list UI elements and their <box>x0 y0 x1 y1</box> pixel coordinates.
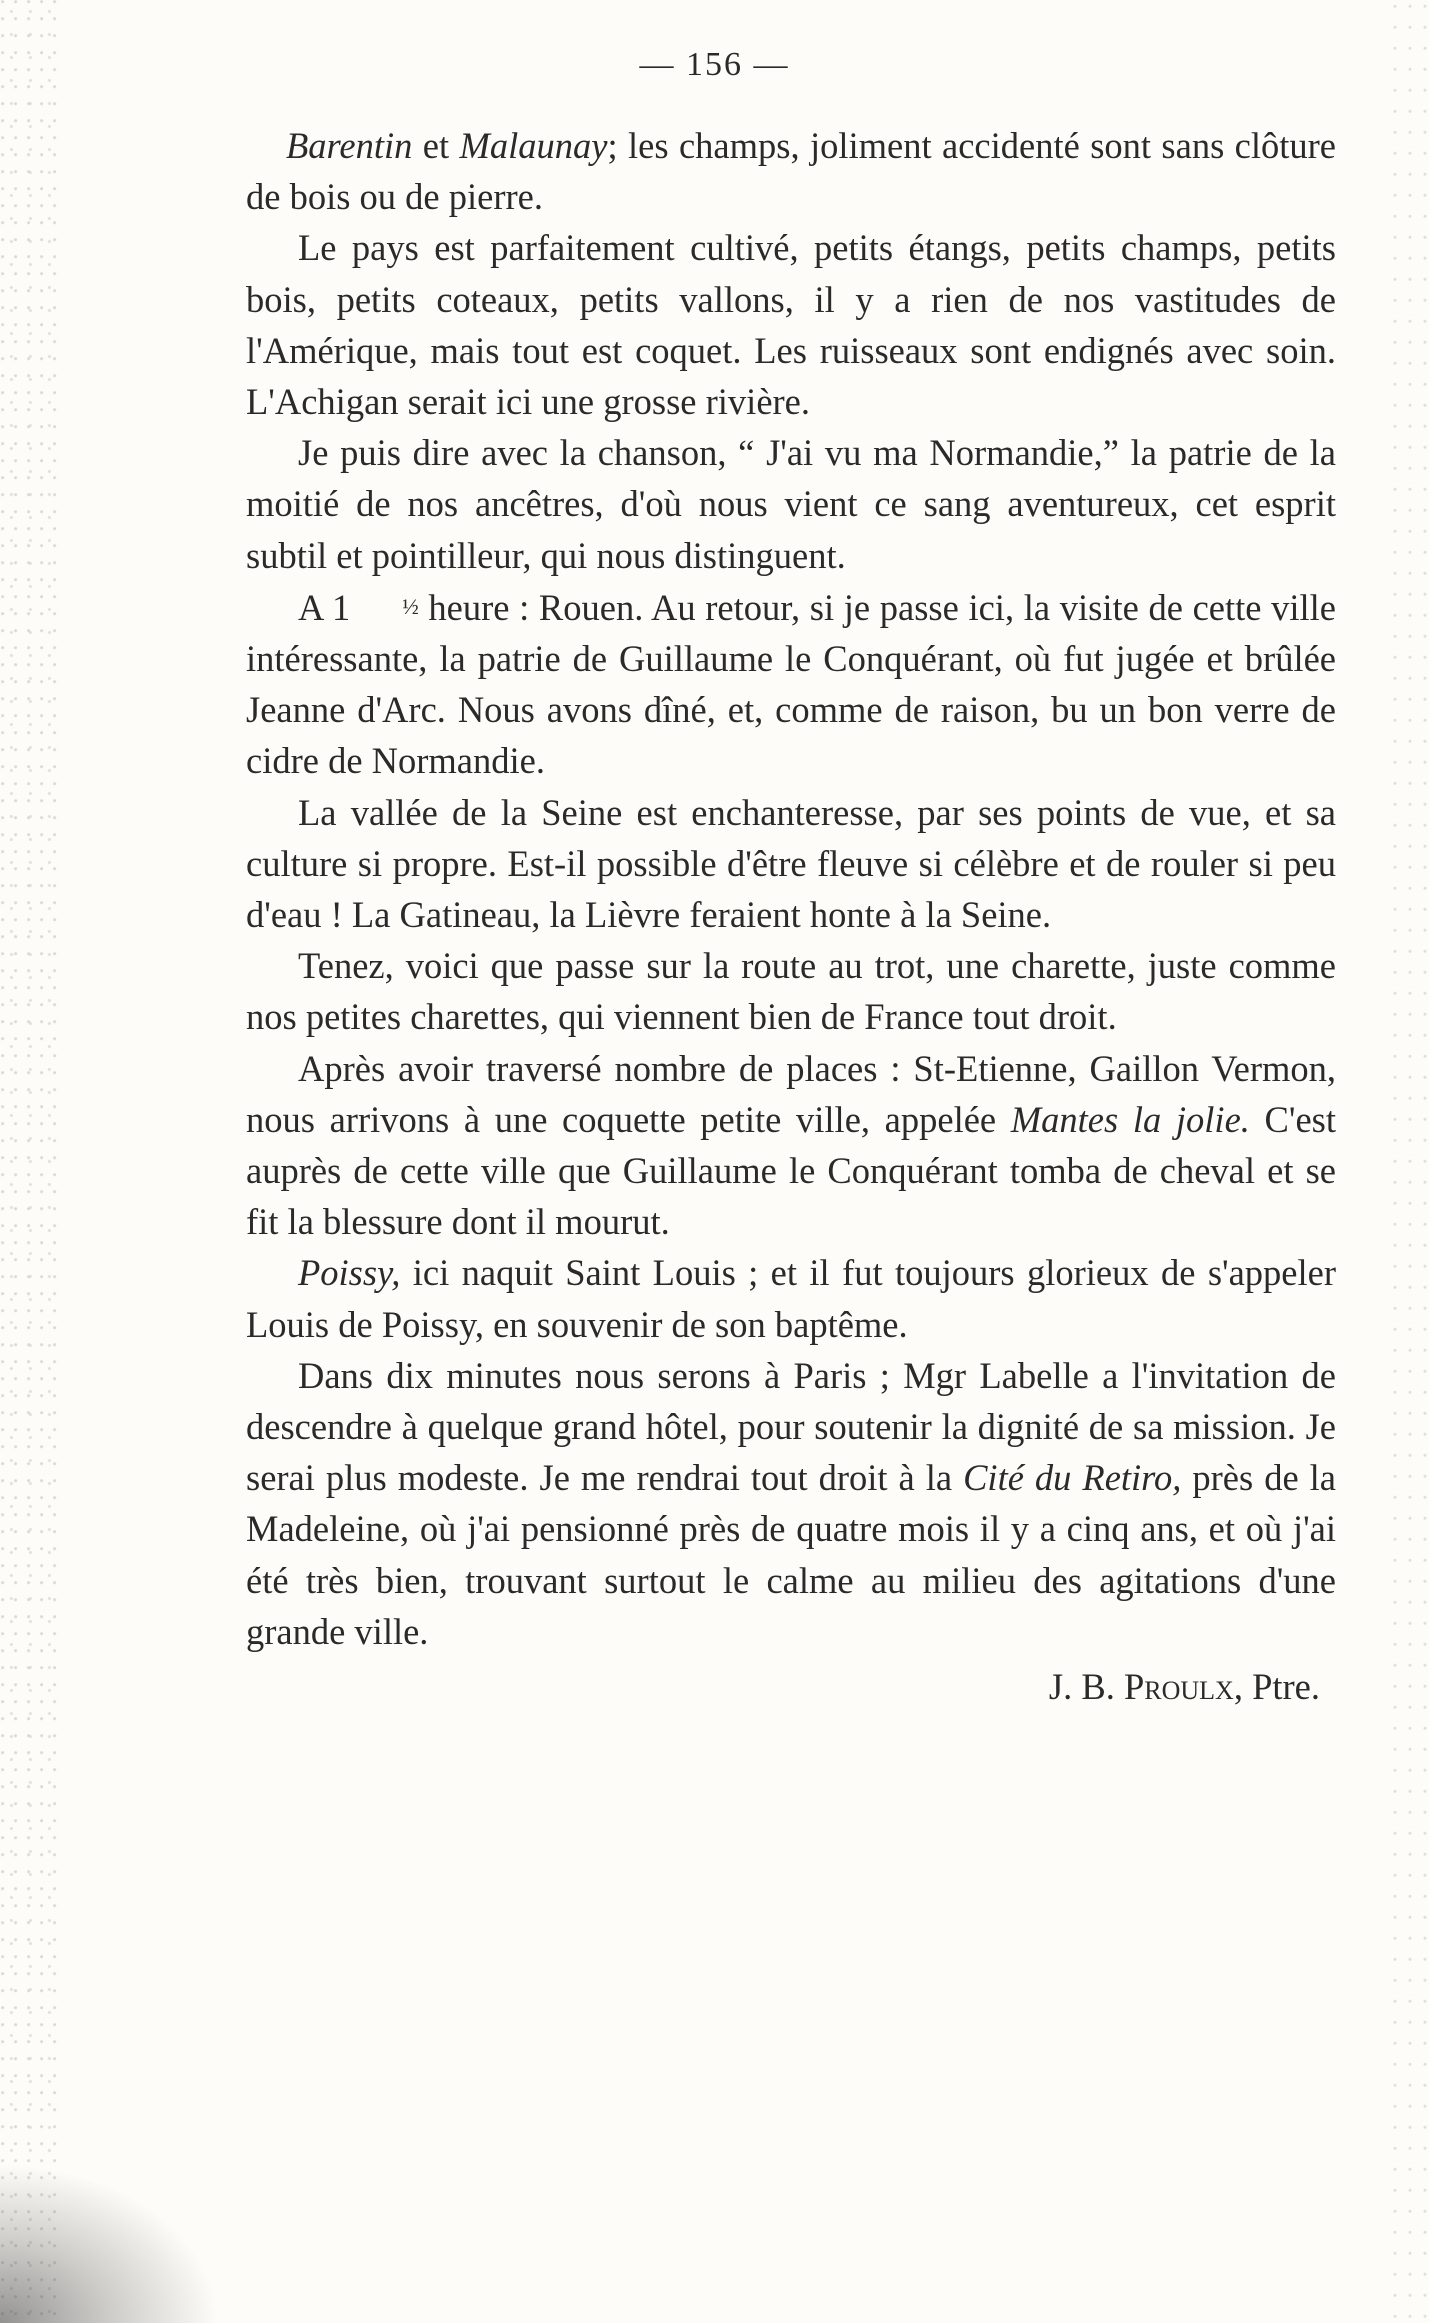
paragraph <box>246 940 1336 1042</box>
text-segment: ici naquit Saint Louis ; et il fut toujours glorieux de s'appeler Louis de Poissy, en souvenir de son baptême. <box>246 1252 1336 1345</box>
paragraph-list <box>246 120 1336 1657</box>
right-margin-speckle <box>1389 0 1429 2323</box>
text-segment: Après avoir traversé nombre de places : St-Etienne, Gaillon Vermon, nous arrivons à une coquette petite ville, appelée <box>246 1047 1336 1140</box>
text-segment: ; les champs, joliment accidenté sont sans clôture de bois ou de pierre. <box>246 125 1337 218</box>
signature-name: J. B. Proulx <box>1048 1666 1234 1708</box>
italic-text: Malaunay <box>459 125 608 166</box>
paragraph <box>246 1043 1336 1248</box>
paragraph <box>246 427 1336 581</box>
fraction: ½ <box>402 593 419 619</box>
text-segment: Je puis dire avec la chanson, “ J'ai vu ma Normandie,” la patrie de la moitié de nos ancêtres, d'où nous vient ce sang aventureux, cet esprit subtil et pointilleur, qui nous distinguent. <box>246 432 1336 576</box>
paragraph <box>246 120 1336 222</box>
italic-text: Poissy, <box>298 1252 401 1294</box>
left-margin-speckle <box>0 0 60 2323</box>
text-segment: C'est auprès de cette ville que Guillaume le Conquérant tomba de cheval et se fit la blessure dont il mourut. <box>246 1098 1337 1243</box>
italic-text: Mantes la jolie. <box>1010 1098 1250 1140</box>
text-segment: Le pays est parfaitement cultivé, petits étangs, petits champs, petits bois, petits coteaux, petits vallons, il y a rien de nos vastitudes de l'Amérique, mais tout est coquet. Les ruisseaux sont endignés avec soin. L'Achigan serait ici une grosse rivière. <box>246 227 1336 423</box>
body-text <box>246 120 1336 1712</box>
text-segment: heure : Rouen. Au retour, si je passe ici, la visite de cette ville intéressante, la patrie de Guillaume le Conquérant, où fut jugée et brûlée Jeanne d'Arc. Nous avons dîné, et, comme de raison, bu un bon verre de cidre de Normandie. <box>246 586 1336 782</box>
italic-text: Barentin <box>286 125 413 166</box>
paragraph <box>246 1350 1336 1657</box>
paragraph <box>246 1247 1336 1349</box>
paragraph <box>246 787 1336 941</box>
text-segment: A 1 <box>298 586 351 628</box>
italic-text: Cité du Retiro, <box>963 1457 1182 1499</box>
text-segment: Dans dix minutes nous serons à Paris ; Mgr Labelle a l'invitation de descendre à quelque grand hôtel, pour soutenir la dignité de sa mission. Je serai plus modeste. Je me rendrai tout droit à la <box>246 1354 1336 1499</box>
text-segment: et <box>412 125 460 166</box>
corner-smudge <box>0 2163 220 2323</box>
text-segment: Tenez, voici que passe sur la route au trot, une charette, juste comme nos petites charettes, qui viennent bien de France tout droit. <box>246 945 1336 1038</box>
signature-title: , Ptre. <box>1233 1666 1320 1708</box>
paragraph <box>246 222 1336 427</box>
text-segment: La vallée de la Seine est enchanteresse, par ses points de vue, et sa culture si propre. Est-il possible d'être fleuve si célèbre et de rouler si peu d'eau ! La Gatineau, la Lièvre feraient honte à la Seine. <box>246 791 1336 936</box>
signature <box>246 1661 1336 1712</box>
page-number: — 156 — <box>639 46 790 83</box>
paragraph <box>246 581 1336 787</box>
text-segment: près de la Madeleine, où j'ai pensionné près de quatre mois il y a cinq ans, et où j'ai été très bien, trouvant surtout le calme au milieu des agitations d'une grande ville. <box>246 1457 1336 1652</box>
